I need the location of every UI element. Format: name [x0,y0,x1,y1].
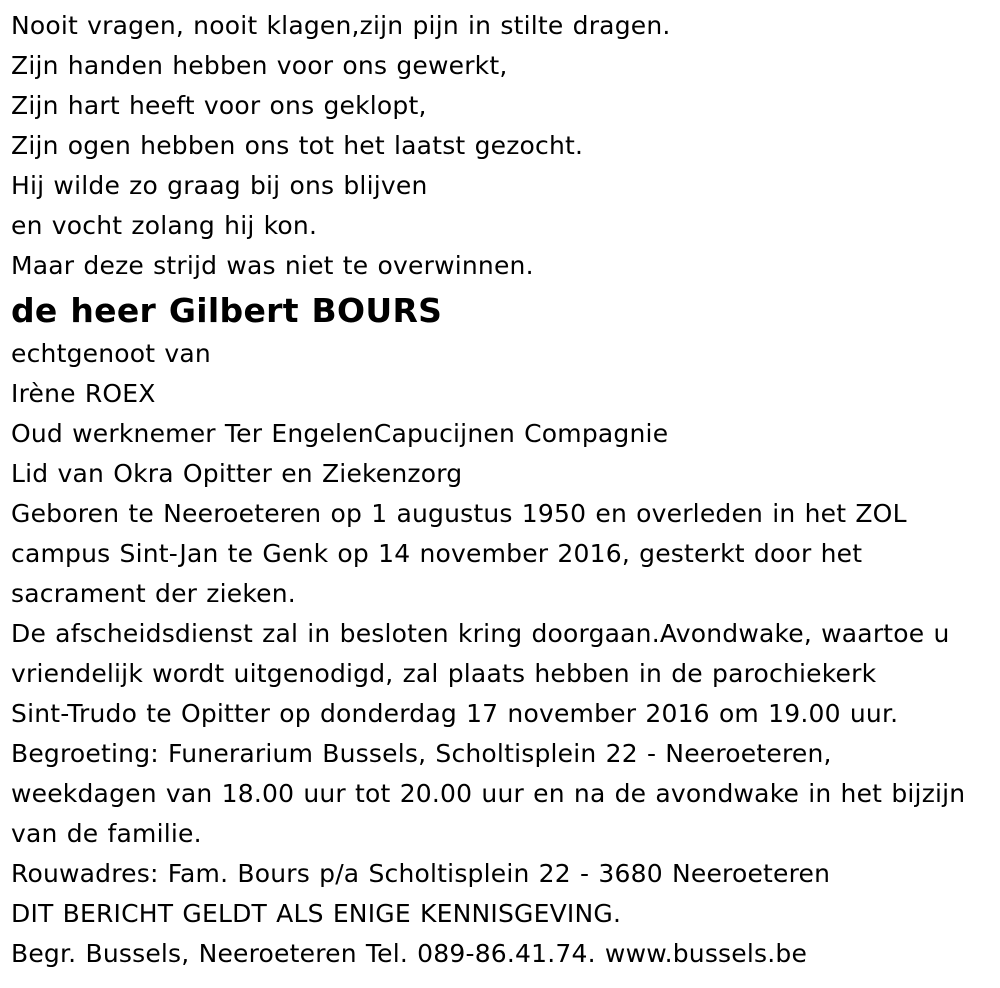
spouse-label: echtgenoot van [11,339,211,368]
visitation-line: Begroeting: Funerarium Bussels, Scholtisplein 22 - Neeroeteren, [11,739,832,768]
visitation-line: van de familie. [11,819,202,848]
birth-death-line: sacrament der zieken. [11,579,296,608]
birth-death-line: campus Sint-Jan te Genk op 14 november 2016, gesterkt door het [11,539,863,568]
poem-line: Zijn ogen hebben ons tot het laatst gezocht. [11,131,584,160]
spouse-name: Irène ROEX [11,379,156,408]
poem-line: Zijn hart heeft voor ons geklopt, [11,91,427,120]
deceased-name: de heer Gilbert BOURS [11,291,443,330]
service-line: vriendelijk wordt uitgenodigd, zal plaats hebben in de parochiekerk [11,659,877,688]
poem-line: Nooit vragen, nooit klagen,zijn pijn in stilte dragen. [11,11,671,40]
poem [11,6,996,286]
notice-statement: DIT BERICHT GELDT ALS ENIGE KENNISGEVING. [11,899,622,928]
poem-line: Zijn handen hebben voor ons gewerkt, [11,51,508,80]
poem-line: en vocht zolang hij kon. [11,211,318,240]
visitation-line: weekdagen van 18.00 uur tot 20.00 uur en na de avondwake in het bijzijn [11,779,966,808]
service-line: Sint-Trudo te Opitter op donderdag 17 november 2016 om 19.00 uur. [11,699,899,728]
obituary-notice [11,6,996,974]
mourning-address: Rouwadres: Fam. Bours p/a Scholtisplein 22 - 3680 Neeroeteren [11,859,831,888]
occupation-line: Oud werknemer Ter EngelenCapucijnen Compagnie [11,419,669,448]
poem-line: Maar deze strijd was niet te overwinnen. [11,251,534,280]
notice-details [11,334,996,974]
poem-line: Hij wilde zo graag bij ons blijven [11,171,428,200]
membership-line: Lid van Okra Opitter en Ziekenzorg [11,459,463,488]
birth-death-line: Geboren te Neeroeteren op 1 augustus 1950 en overleden in het ZOL [11,499,907,528]
service-line: De afscheidsdienst zal in besloten kring doorgaan.Avondwake, waartoe u [11,619,950,648]
funeral-director-contact: Begr. Bussels, Neeroeteren Tel. 089-86.41.74. www.bussels.be [11,939,808,968]
